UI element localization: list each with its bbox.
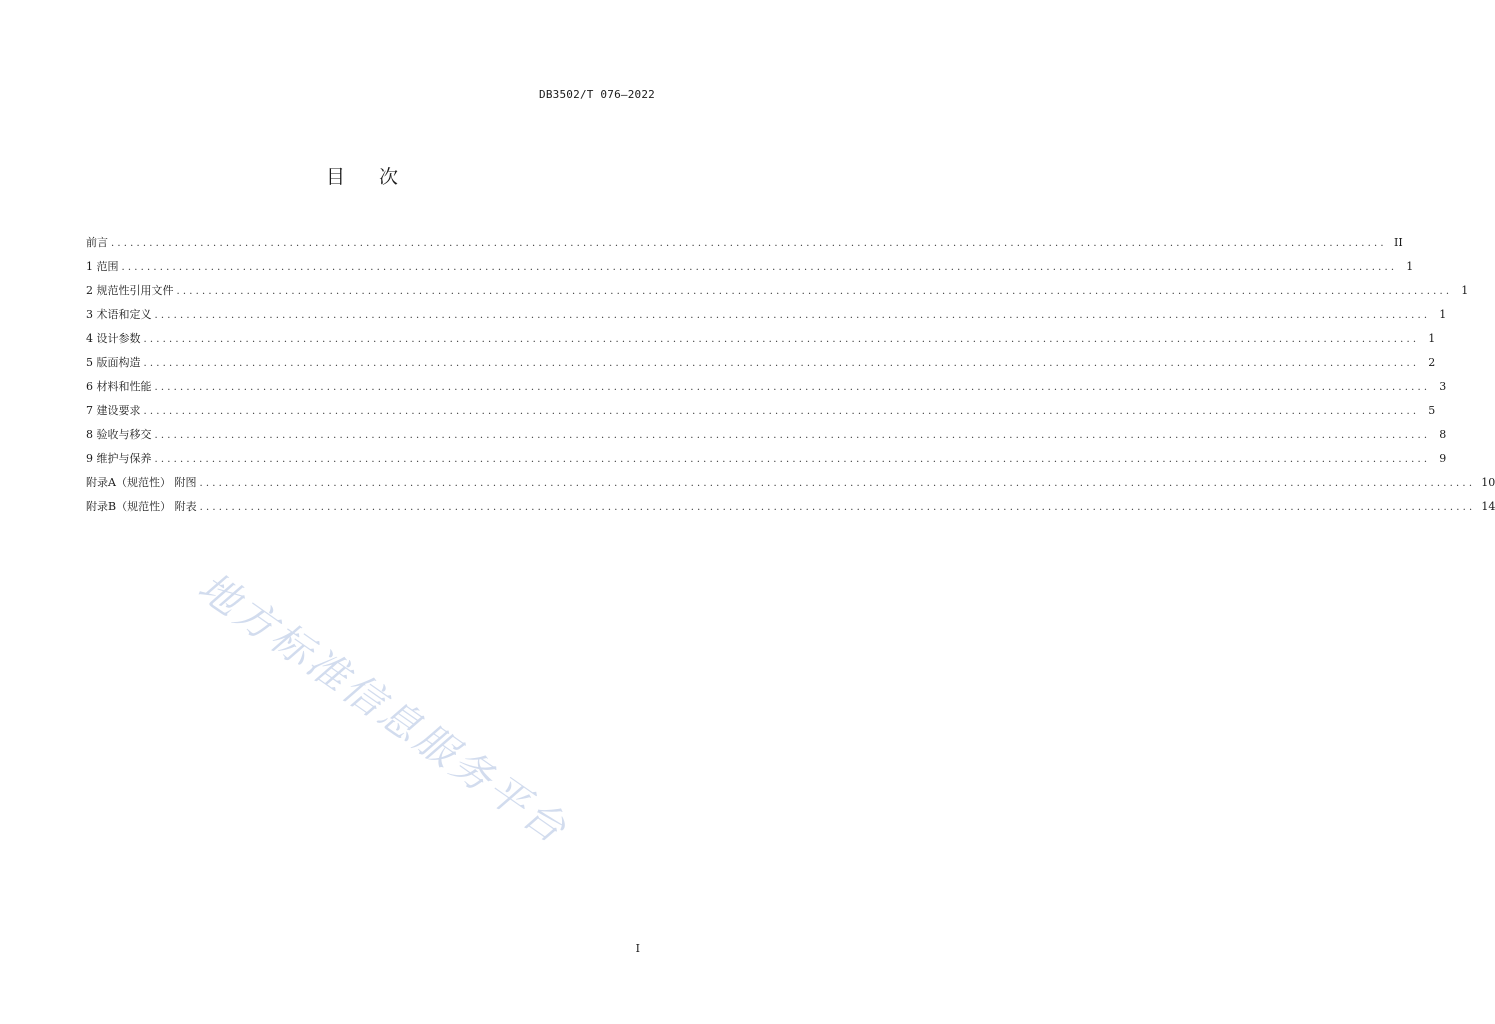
toc-entry-page: 14 bbox=[1481, 500, 1495, 513]
toc-entry[interactable] bbox=[86, 403, 1436, 427]
toc-entry[interactable] bbox=[86, 235, 1403, 259]
toc-entry-label: 1 范围 bbox=[86, 260, 119, 273]
dot-leader: ........................................................................................................................................................................................................ bbox=[199, 478, 1476, 489]
dot-leader: ........................................................................................................................................................................................................ bbox=[121, 262, 1398, 273]
toc-entry[interactable] bbox=[86, 451, 1447, 475]
toc-entry[interactable] bbox=[86, 307, 1447, 331]
watermark: 地方标准信息服务平台 bbox=[189, 563, 577, 854]
toc-entry-page: 8 bbox=[1439, 428, 1447, 441]
toc-entry-page: 1 bbox=[1428, 332, 1436, 345]
toc-entry-page: II bbox=[1394, 236, 1403, 249]
dot-leader: ........................................................................................................................................................................................................ bbox=[154, 382, 1431, 393]
toc-entry-page: 1 bbox=[1461, 284, 1469, 297]
dot-leader: ........................................................................................................................................................................................................ bbox=[154, 454, 1431, 465]
toc-entry[interactable] bbox=[86, 475, 1495, 499]
toc-entry-page: 10 bbox=[1481, 476, 1495, 489]
toc-entry[interactable] bbox=[86, 283, 1469, 307]
toc-entry-label: 附录A（规范性） 附图 bbox=[86, 476, 197, 489]
toc-entry-label: 9 维护与保养 bbox=[86, 452, 152, 465]
page-title: 目次 bbox=[325, 166, 432, 188]
toc-entry[interactable] bbox=[86, 259, 1414, 283]
dot-leader: ........................................................................................................................................................................................................ bbox=[111, 238, 1387, 249]
toc-entry-page: 3 bbox=[1439, 380, 1447, 393]
toc-entry-label: 6 材料和性能 bbox=[86, 380, 152, 393]
dot-leader: ........................................................................................................................................................................................................ bbox=[154, 430, 1431, 441]
dot-leader: ........................................................................................................................................................................................................ bbox=[143, 358, 1420, 369]
document-code: DB3502/T 076—2022 bbox=[539, 88, 655, 101]
toc-entry-page: 1 bbox=[1439, 308, 1447, 321]
toc-entry-label: 4 设计参数 bbox=[86, 332, 141, 345]
toc-entry-label: 前言 bbox=[86, 236, 108, 249]
toc-entry[interactable] bbox=[86, 499, 1495, 523]
toc-entry-label: 3 术语和定义 bbox=[86, 308, 152, 321]
toc-entry[interactable] bbox=[86, 379, 1447, 403]
toc-entry-page: 2 bbox=[1428, 356, 1436, 369]
table-of-contents bbox=[86, 235, 1495, 523]
dot-leader: ........................................................................................................................................................................................................ bbox=[154, 310, 1431, 321]
toc-entry-label: 7 建设要求 bbox=[86, 404, 141, 417]
toc-entry[interactable] bbox=[86, 355, 1436, 379]
toc-entry-page: 9 bbox=[1439, 452, 1447, 465]
dot-leader: ........................................................................................................................................................................................................ bbox=[143, 334, 1420, 345]
dot-leader: ........................................................................................................................................................................................................ bbox=[176, 286, 1453, 297]
toc-entry-label: 8 验收与移交 bbox=[86, 428, 152, 441]
toc-entry-label: 5 版面构造 bbox=[86, 356, 141, 369]
toc-entry[interactable] bbox=[86, 427, 1447, 451]
dot-leader: ........................................................................................................................................................................................................ bbox=[143, 406, 1420, 417]
toc-entry-label: 附录B（规范性） 附表 bbox=[86, 500, 197, 513]
toc-entry-page: 1 bbox=[1406, 260, 1414, 273]
toc-entry-page: 5 bbox=[1428, 404, 1436, 417]
toc-entry[interactable] bbox=[86, 331, 1436, 355]
page-number: I bbox=[635, 942, 640, 955]
dot-leader: ........................................................................................................................................................................................................ bbox=[199, 502, 1476, 513]
toc-entry-label: 2 规范性引用文件 bbox=[86, 284, 174, 297]
